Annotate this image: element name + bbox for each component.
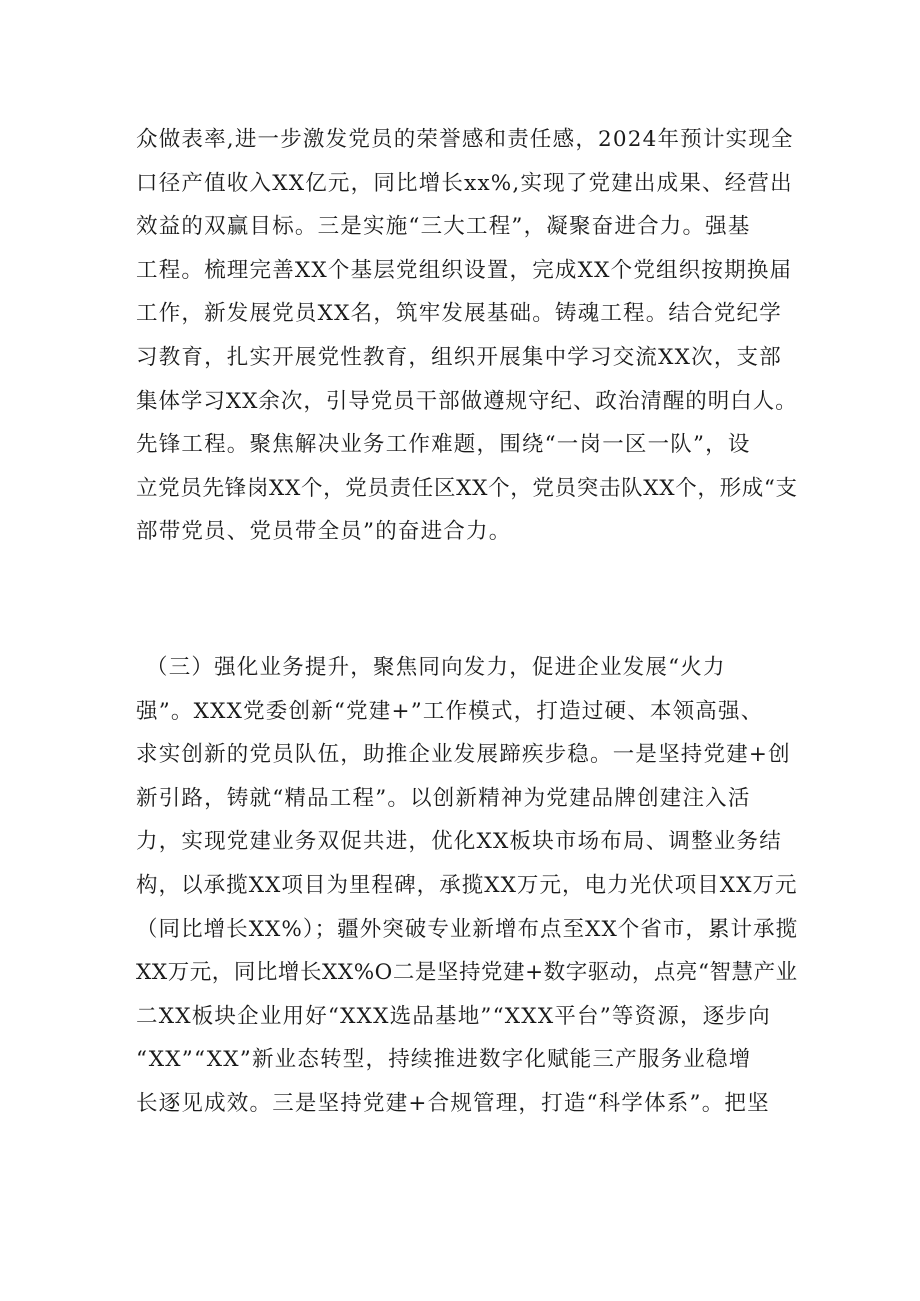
- text-line: 习教育，扎实开展党性教育，组织开展集中学习交流XX次，支部: [136, 344, 782, 370]
- text-line: 强”。XXX党委创新“党建+”工作模式，打造过硬、本领高强、: [136, 698, 764, 724]
- paragraph-party-building-results: [136, 118, 796, 554]
- text-line: 集体学习XX余次，引导党员干部做遵规守纪、政治清醒的明白人。: [136, 388, 798, 414]
- text-line: 构，以承揽XX项目为里程碑，承揽XX万元，电力光伏项目XX万元: [136, 872, 798, 898]
- text-line: 新引路，铸就“精品工程”。以创新精神为党建品牌创建注入活: [136, 785, 751, 811]
- text-line: 二XX板块企业用好“XXX选品基地”“XXX平台”等资源，逐步向: [136, 1003, 771, 1029]
- text-line: 力，实现党建业务双促共进，优化XX板块市场布局、调整业务结: [136, 829, 782, 855]
- text-line: 工程。梳理完善XX个基层党组织设置，完成XX个党组织按期换届: [136, 257, 793, 283]
- text-line: 效益的双赢目标。三是实施“三大工程”，凝聚奋进合力。强基: [136, 214, 751, 240]
- section-heading-line: （三）强化业务提升，聚焦同向发力，促进企业发展“火力: [146, 655, 726, 680]
- text-line: 求实创新的党员队伍，助推企业发展蹄疾步稳。一是坚持党建+创: [136, 742, 791, 768]
- text-line: 工作，新发展党员XX名，筑牢发展基础。铸魂工程。结合党纪学: [136, 301, 782, 327]
- paragraph-business-improvement: [136, 646, 799, 1126]
- text-line: “XX”“XX”新业态转型，持续推进数字化赋能三产服务业稳增: [136, 1047, 752, 1073]
- text-line: 长逐见成效。三是坚持党建+合规管理，打造“科学体系”。把坚: [136, 1090, 770, 1116]
- text-line: 立党员先锋岗XX个，党员责任区XX个，党员突击队XX个，形成“支: [136, 475, 798, 501]
- text-line: 口径产值收入XX亿元，同比增长xx%,实现了党建出成果、经营出: [136, 170, 793, 196]
- text-line: 部带党员、党员带全员”的奋进合力。: [136, 519, 512, 545]
- text-line: 众做表率,进一步激发党员的荣誉感和责任感，2024年预计实现全: [136, 127, 794, 152]
- text-line: 先锋工程。聚焦解决业务工作难题，围绕“一岗一区一队”，设: [136, 432, 751, 458]
- text-line: （同比增长XX%）；疆外突破专业新增布点至XX个省市，累计承揽: [136, 916, 799, 942]
- text-line: XX万元，同比增长XX%O二是坚持党建+数字驱动，点亮“智慧产业: [136, 960, 798, 986]
